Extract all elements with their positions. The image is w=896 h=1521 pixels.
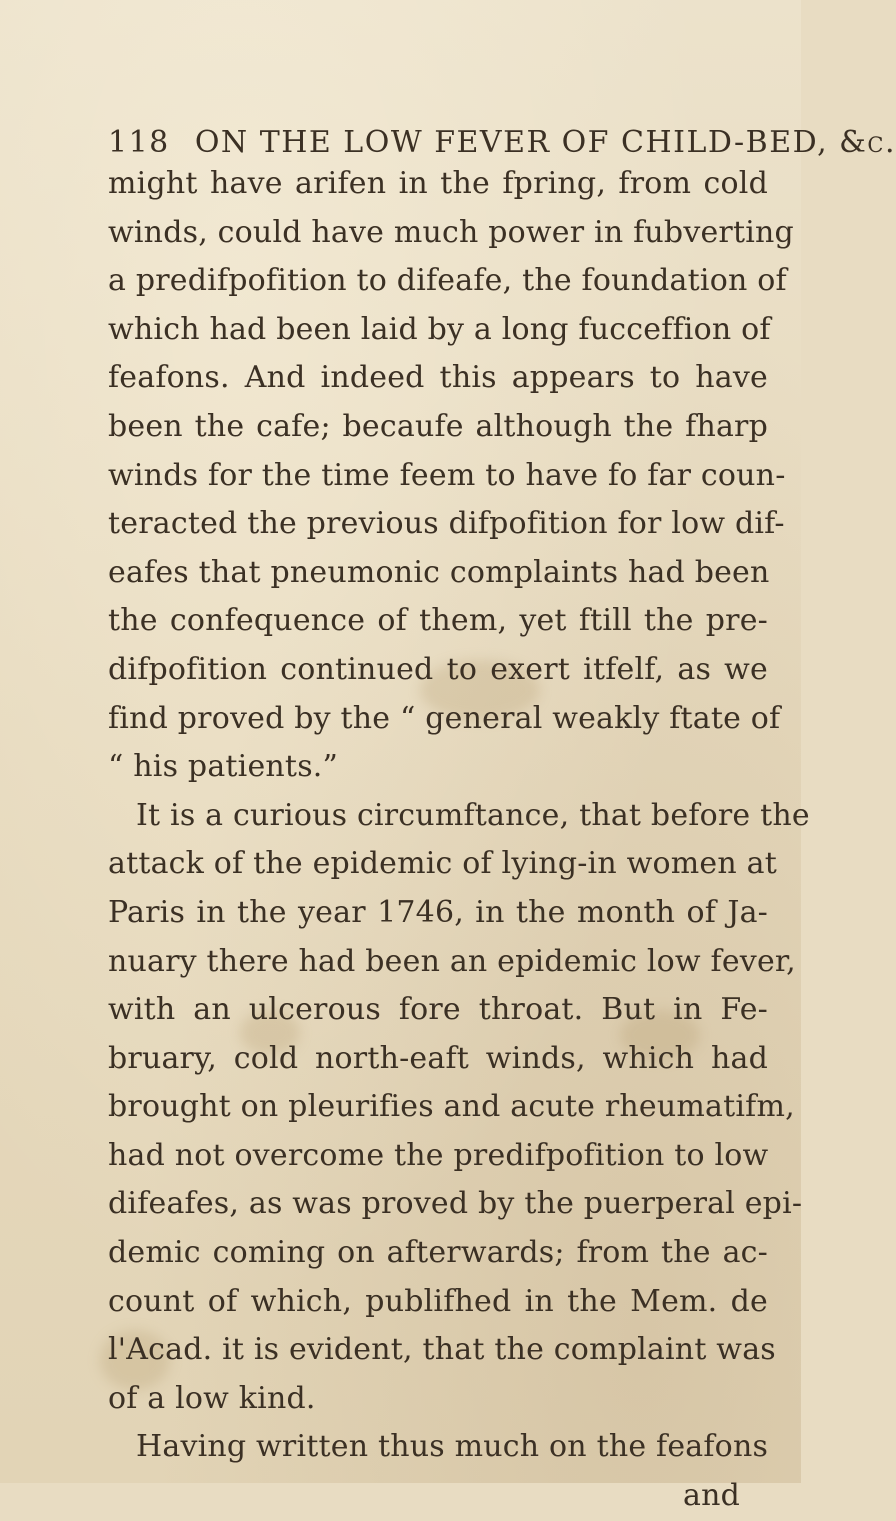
text-line: brought on pleurifies and acute rheumatifm, [108, 1089, 795, 1125]
text-line: winds for the time feem to have fo far coun- [108, 457, 786, 493]
running-title: ON THE LOW FEVER OF CHILD-BED, &c. [194, 125, 896, 160]
text-line: with an ulcerous fore throat. But in Fe- [108, 992, 768, 1028]
text-line: which had been laid by a long fucceffion of [108, 311, 771, 347]
text-line: difeafes, as was proved by the puerperal epi- [108, 1186, 803, 1222]
text-line: count of which, publifhed in the Mem. de [108, 1283, 768, 1319]
text-line: a predifpofition to difeafe, the foundation of [108, 263, 787, 299]
text-line: difpofition continued to exert itfelf, as we [108, 651, 768, 687]
text-line: might have arifen in the fpring, from cold [108, 166, 768, 201]
text-line: the confequence of them, yet ftill the pre- [108, 603, 768, 639]
text-line: It is a curious circumftance, that before the [136, 797, 810, 833]
text-line: Paris in the year 1746, in the month of Ja- [108, 894, 768, 930]
text-line: feafons. And indeed this appears to have [108, 360, 768, 396]
text-line: nuary there had been an epidemic low fever, [108, 943, 796, 979]
text-line: “ his patients.” [108, 749, 339, 785]
page-number: 118 [108, 125, 170, 160]
text-line: l'Acad. it is evident, that the complaint was [108, 1332, 776, 1368]
text-line: teracted the previous difpofition for low dif- [108, 506, 785, 542]
text-line: eafes that pneumonic complaints had been [108, 554, 770, 590]
text-line: Having written thus much on the feafons [136, 1429, 769, 1465]
text-line: had not overcome the predifpofition to low [108, 1137, 769, 1173]
body-text [108, 160, 810, 1521]
catchword: and [682, 1478, 740, 1514]
text-line: attack of the epidemic of lying-in women at [108, 846, 777, 882]
text-line: winds, could have much power in fubverting [108, 214, 794, 250]
text-line: find proved by the “ general weakly ftate of [108, 700, 781, 736]
text-line: been the cafe; becaufe although the fharp [108, 408, 768, 444]
text-line: of a low kind. [108, 1380, 316, 1416]
text-line: demic coming on afterwards; from the ac- [108, 1235, 768, 1271]
text-line: bruary, cold north-eaft winds, which had [108, 1040, 768, 1076]
